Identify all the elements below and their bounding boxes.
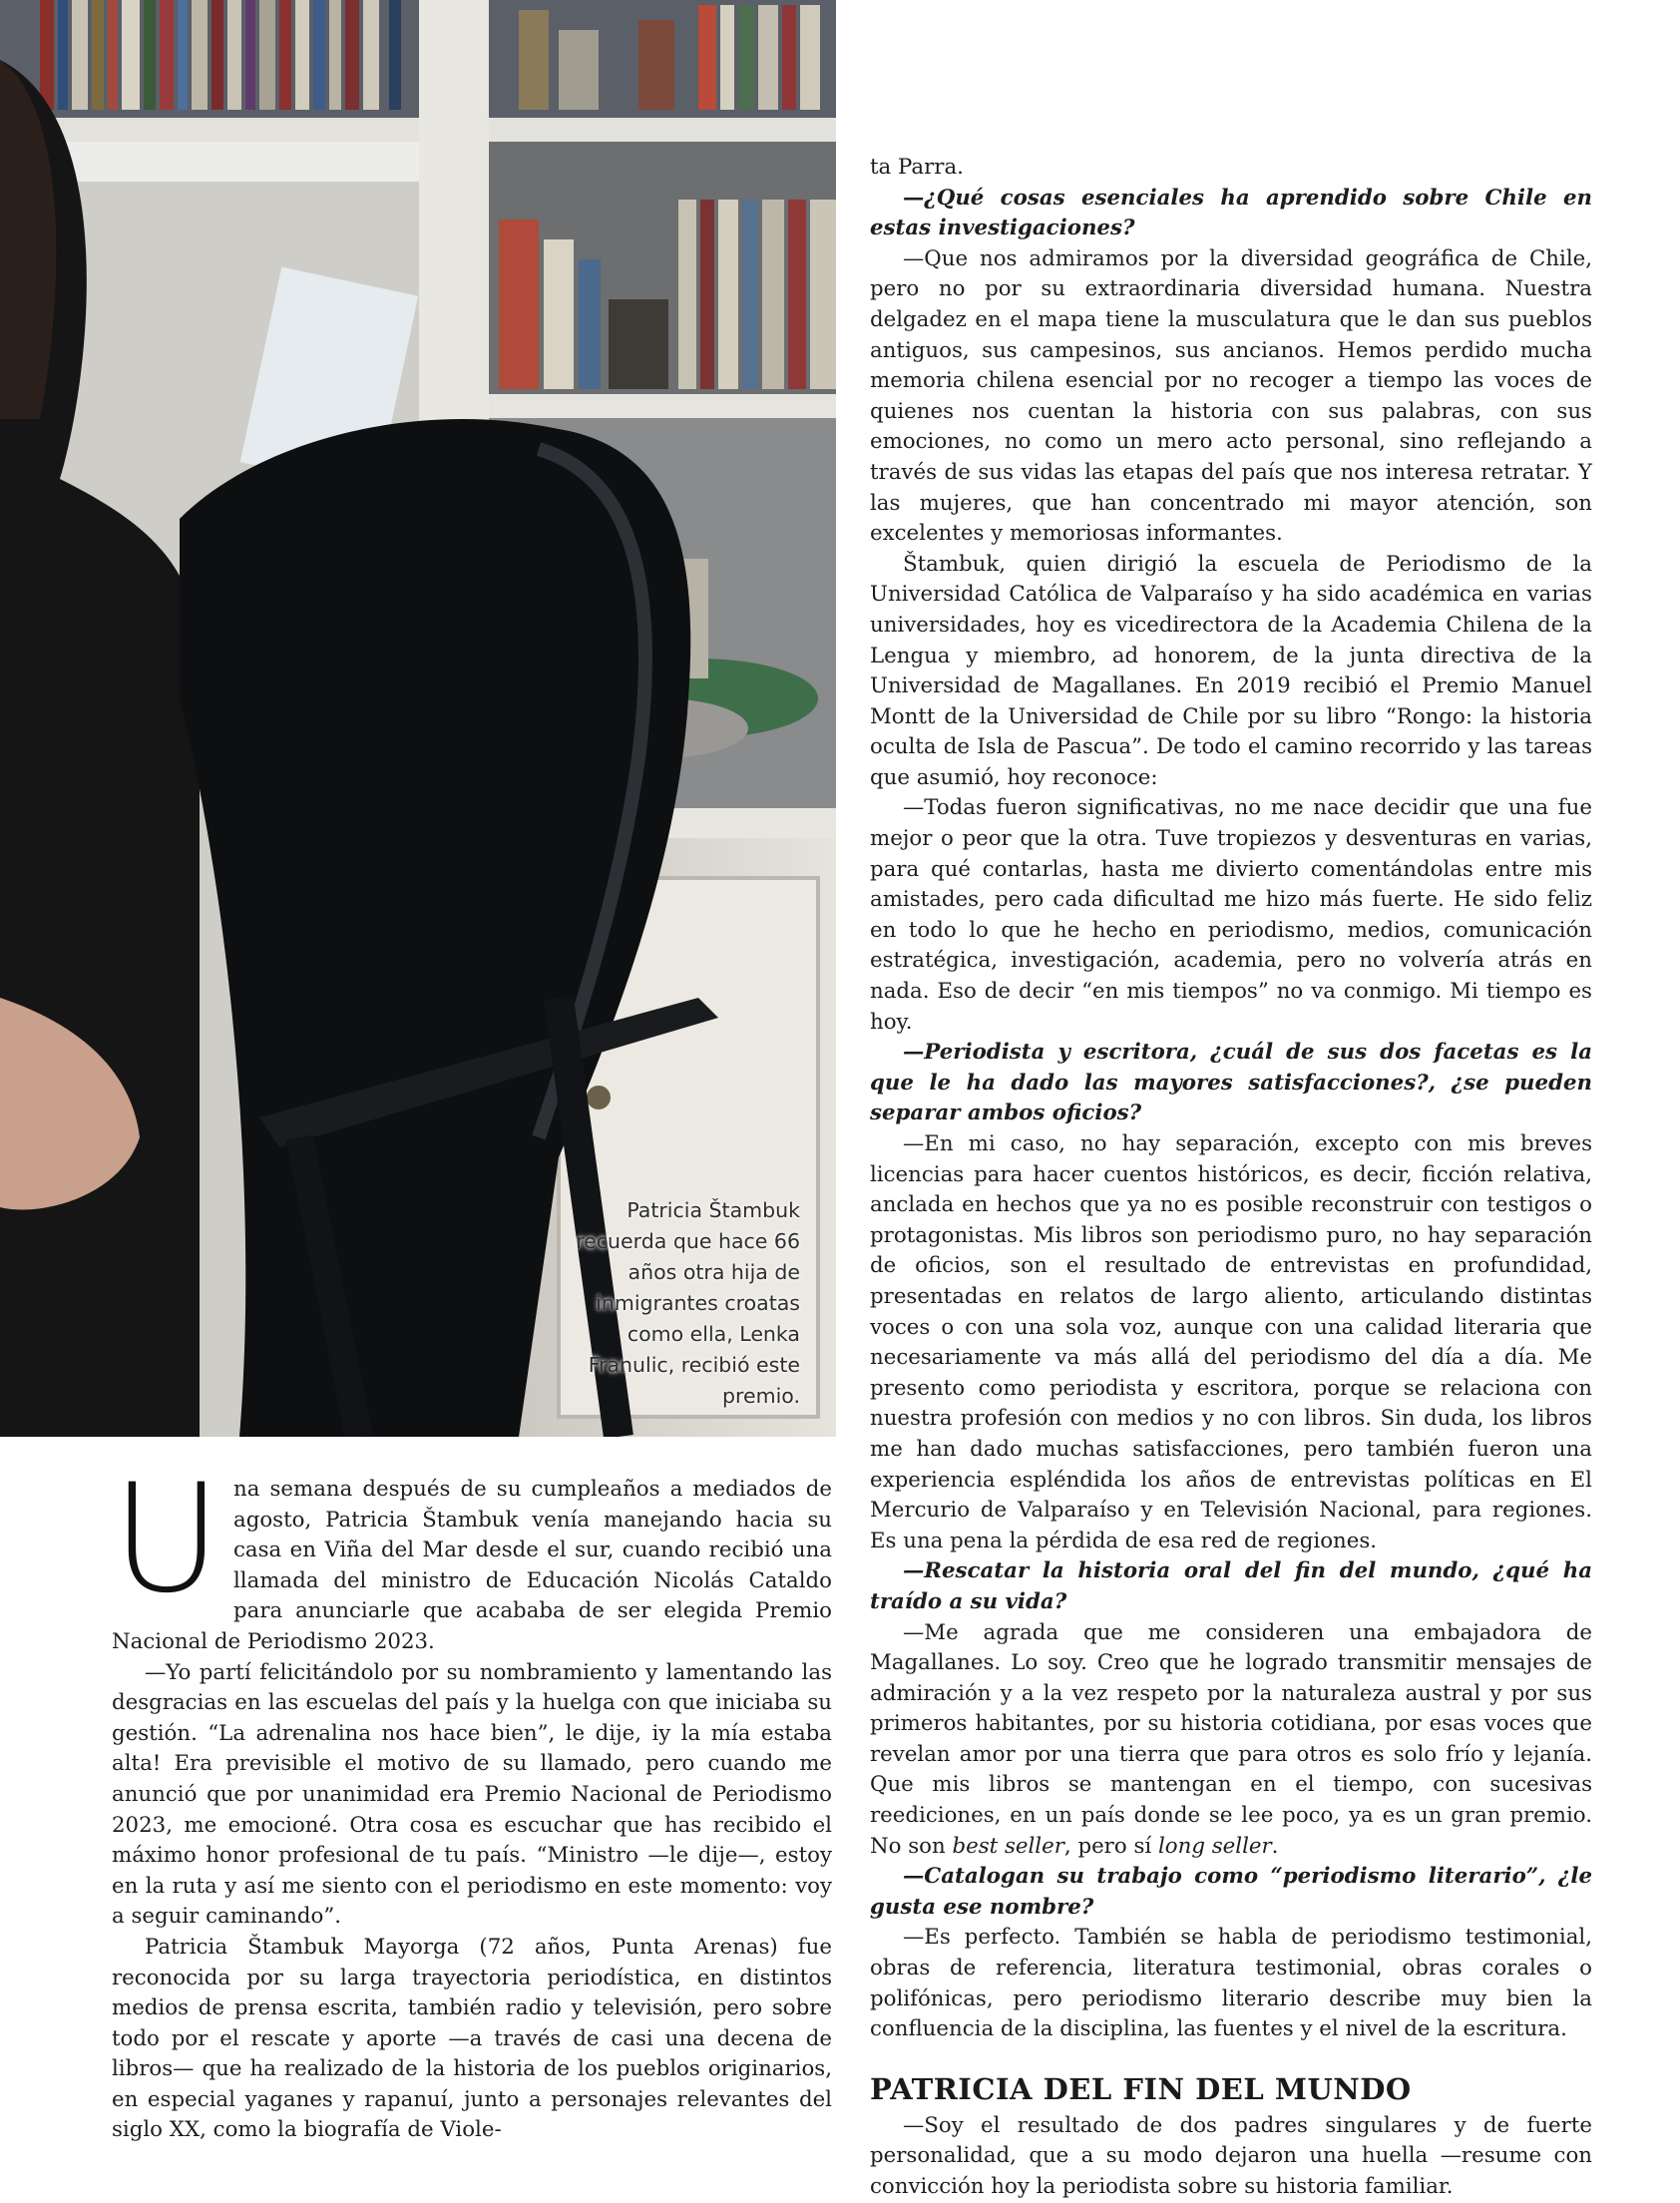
answer-text: , pero sí	[1063, 1833, 1158, 1859]
paragraph: Štambuk, quien dirigió la escuela de Periodismo de la Universidad Católica de Valparaíso y ha sido académica en varias universidades, hoy es vicedirectora de la Academia Chilena de la Lengua y miembro, ad honorem, de la junta directiva de la Universidad de Magallanes. En 2019 recibió el Premio Manuel Montt de la Universidad de Chile por su libro “Rongo: la historia oculta de Isla de Pascua”. De todo el camino recorrido y las tareas que asumió, hoy reconoce:	[870, 551, 1592, 790]
paragraph: —Yo partí felicitándolo por su nombramiento y lamentando las desgracias en las escuelas del país y la huelga con que iniciaba su gestión. “La adrenalina nos hace bien”, le dije, iy la mía estaba alta! Era previsible el motivo de su llamado, pero cuando me anunció que por unanimidad era Premio Nacional de Periodismo 2023, me emocioné. Otra cosa es escuchar que has recibido el máximo honor profesional de tu país. “Ministro —le dije—, estoy en la ruta y así me siento con el periodismo en este momento: voy a seguir caminando”.	[112, 1659, 832, 1930]
interview-answer: —Todas fueron significativas, no me nace decidir que una fue mejor o peor que la otra. Tuve tropiezos y desventuras en varias, para qué contarlas, hasta me divierto comentándolas entre mis amistades, pero cada dificultad me hizo más fuerte. He sido feliz en todo lo que he hecho en periodismo, medios, comunicación estratégica, investigación, academia, pero no volvería atrás en nada. Eso de decir “en mis tiempos” no va conmigo. Mi tiempo es hoy.	[870, 795, 1592, 1035]
article-photo	[0, 0, 836, 1437]
opening-text: na semana después de su cumpleaños a mediados de agosto, Patricia Štambuk venía manejando hacia su casa en Viña del Mar desde el sur, cuando recibió una llamada del ministro de Educación Nicolás Cataldo para anunciarle que acababa de ser elegida Premio Nacional de Periodismo 2023.	[112, 1477, 832, 1654]
photo-caption: Patricia Štambuk recuerda que hace 66 años otra hija de inmigrantes croatas como ella, Lenka Franulic, recibió este premio.	[576, 1198, 800, 1408]
answer-emphasis: best seller	[952, 1833, 1064, 1859]
interview-question: —¿Qué cosas esenciales ha aprendido sobre Chile en estas investigaciones?	[870, 185, 1592, 241]
interview-answer: —Es perfecto. También se habla de periodismo testimonial, obras de referencia, literatura testimonial, obras corales o polifónicas, pero periodismo literario describe muy bien la confluencia de la disciplina, las fuentes y el nivel de la escritura.	[870, 1925, 1592, 2042]
interview-question: —Rescatar la historia oral del fin del mundo, ¿qué ha traído a su vida?	[870, 1558, 1592, 1614]
drop-cap: U	[112, 1453, 221, 1626]
interview-question: —Catalogan su trabajo como “periodismo literario”, ¿le gusta ese nombre?	[870, 1864, 1592, 1920]
opening-paragraph	[112, 1453, 832, 1658]
interview-answer: —Que nos admiramos por la diversidad geográfica de Chile, pero no por su extraordinaria diversidad humana. Nuestra delgadez en el mapa tiene la musculatura que le dan sus pueblos antiguos, sus campesinos, sus ancianos. Hemos perdido mucha memoria chilena esencial por no recoger a tiempo las voces de quienes nos cuentan la historia con sus palabras, con sus emociones, no como un mero acto personal, sino reflejando a través de sus vidas las etapas del país que nos interesa retratar. Y las mujeres, que han concentrado mi mayor atención, son excelentes y memoriosas informantes.	[870, 245, 1592, 547]
article-column-left	[112, 1453, 832, 2146]
answer-text: —Me agrada que me consideren una embajadora de Magallanes. Lo soy. Creo que he logrado transmitir mensajes de admiración y a la vez respeto por la naturaleza austral y por sus primeros habitantes, por su historia cotidiana, por esas voces que revelan amor por una tierra que para otros es solo frío y lejanía. Que mis libros se mantengan en el tiempo, con sucesivas reediciones, en un país donde se lee poco, ya es un gran premio. No son	[870, 1619, 1592, 1859]
answer-emphasis: long seller	[1157, 1833, 1272, 1859]
paragraph: ta Parra.	[870, 155, 964, 180]
paragraph: Patricia Štambuk Mayorga (72 años, Punta Arenas) fue reconocida por su larga trayectoria periodística, en distintos medios de prensa escrita, también radio y televisión, pero sobre todo por el rescate y aporte —a través de casi una decena de libros— que ha realizado de la historia de los pueblos originarios, en especial yaganes y rapanuí, junto a personajes relevantes del siglo XX, como la biografía de Viole-	[112, 1934, 832, 2143]
interview-answer	[870, 1618, 1592, 1863]
interview-answer: —En mi caso, no hay separación, excepto con mis breves licencias para hacer cuentos históricos, es decir, ficción relativa, anclada en hechos que ya no es posible reconstruir con testigos o protagonistas. Mis libros son periodismo puro, no hay separación de oficios, son el resultado de entrevistas en profundidad, presentadas en relatos de largo aliento, articulando distintas voces o con una sola voz, aunque con una calidad literaria que necesariamente va más allá del periodismo del día a día. Me presento como periodista y escritora, porque se relaciona con nuestra profesión con medios y no con libros. Sin duda, los libros me han dado muchas satisfacciones, pero también fueron una experiencia espléndida los años de entrevistas políticas en El Mercurio de Valparaíso y en Televisión Nacional, para regiones. Es una pena la pérdida de esa red de regiones.	[870, 1131, 1592, 1553]
paragraph: —Soy el resultado de dos padres singulares y de fuerte personalidad, que a su modo dejaron una huella —resume con convicción hoy la periodista sobre su historia familiar.	[870, 2112, 1592, 2199]
answer-text: .	[1271, 1833, 1279, 1859]
article-column-right	[870, 153, 1592, 2203]
section-subheading: PATRICIA DEL FIN DEL MUNDO	[870, 2071, 1412, 2106]
interview-question: —Periodista y escritora, ¿cuál de sus dos facetas es la que le ha dado las mayores satisfacciones?, ¿se pueden separar ambos oficios?	[870, 1040, 1592, 1126]
